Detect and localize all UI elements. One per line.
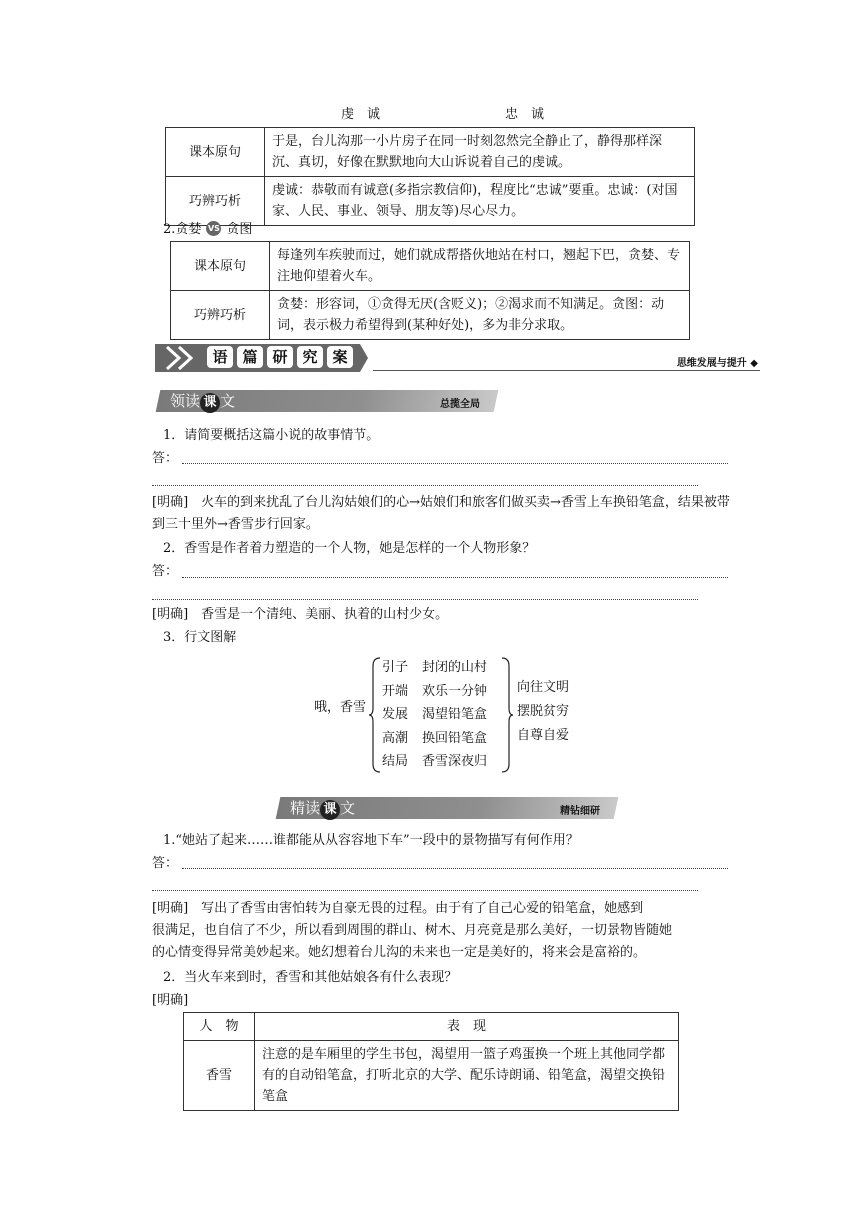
table-row (171, 242, 690, 291)
banner-char: 语 (207, 346, 233, 368)
stage-name: 结局 (382, 754, 409, 769)
banner-title (207, 346, 353, 368)
column-header: 表 现 (255, 1013, 679, 1041)
banner-tag-row (677, 354, 758, 369)
row-text: 虔诚：恭敬而有诚意(多指宗教信仰)，程度比“忠诚”要重。忠诚：(对国家、人民、事业、领导、朋友等)尽心尽力。 (265, 177, 695, 226)
question-4: 1.“她站了起来……谁都能从从容容地下车”一段中的景物描写有何作用？ (163, 833, 579, 848)
answer-label: 答： (152, 856, 179, 871)
stage-row (382, 656, 487, 680)
sub-title-post: 文 (340, 799, 356, 817)
answer-line (182, 868, 728, 869)
row-text: 贪婪：形容词，①贪得无厌(含贬义)；②渴求而不知满足。贪图：动词，表示极力希望得到(某种好处)，多为非分求取。 (270, 291, 690, 340)
theme-item: 自尊自爱 (517, 728, 570, 743)
table-qiancheng (165, 127, 695, 226)
item-number: 2. (163, 222, 176, 237)
stage-desc: 渴望铅笔盒 (422, 707, 488, 722)
table-header-row (184, 1013, 679, 1041)
diamond-icon: ◆ (750, 358, 758, 369)
question-1: 1．请简要概括这篇小说的故事情节。 (163, 428, 380, 443)
stage-desc: 换回铅笔盒 (422, 730, 488, 746)
mingque-line: [明确] 写出了香雪由害怕转为自豪无畏的过程。由于有了自己心爱的铅笔盒，她感到 (152, 901, 644, 916)
sub-title-pre: 精读 (290, 799, 321, 817)
question-5: 2．当火车来到时，香雪和其他姑娘各有什么表现？ (163, 970, 458, 985)
answer-line (182, 463, 728, 464)
stage-row (382, 727, 487, 751)
stage-row (382, 750, 487, 774)
banner-rule (373, 370, 760, 371)
mingque-4 (152, 898, 752, 964)
answer-line (182, 577, 728, 578)
stage-name: 高潮 (382, 730, 409, 746)
question-2: 2．香雪是作者着力塑造的一个人物，她是怎样的一个人物形象？ (163, 541, 536, 556)
sub-title-pre: 领读 (170, 392, 201, 410)
column-header: 人 物 (184, 1013, 255, 1041)
ke-circle-icon: 课 (200, 393, 220, 413)
banner-tag: 思维发展与提升 (676, 358, 747, 369)
word-right: 贪图 (226, 222, 253, 237)
row-text: 于是，台儿沟那一小片房子在同一时刻忽然完全静止了，静得那样深沉、真切，好像在默默地向大山诉说着自己的虔诚。 (265, 128, 695, 177)
stage-desc: 封闭的山村 (422, 660, 488, 675)
answer-line (152, 599, 698, 600)
answer-line (152, 890, 698, 891)
mingque-2: [明确] 香雪是一个清纯、美丽、执着的山村少女。 (152, 607, 449, 622)
answer-label: 答： (152, 564, 179, 579)
word-left: 虔 诚 (341, 107, 381, 122)
stage-desc: 香雪深夜归 (422, 754, 488, 769)
banner-char: 究 (297, 346, 323, 368)
row-text: 每逢列车疾驶而过，她们就成帮搭伙地站在村口，翘起下巴，贪婪、专注地仰望着火车。 (270, 242, 690, 291)
table-row (166, 128, 695, 177)
table-tanlan (170, 241, 690, 340)
stage-row (382, 680, 487, 704)
vs-icon: VS (206, 221, 221, 236)
sub-banner-title (290, 797, 355, 820)
brace-right-icon (500, 656, 514, 774)
stage-name: 引子 (382, 660, 409, 675)
answer-line (152, 485, 698, 486)
stage-name: 开端 (382, 683, 409, 699)
person-cell: 香雪 (184, 1041, 255, 1111)
banner-char: 研 (267, 346, 293, 368)
brace-left-icon (368, 656, 382, 774)
answer-label: 答： (152, 451, 179, 466)
theme-item: 摆脱贫穷 (517, 704, 570, 719)
stage-row (382, 703, 487, 727)
diagram-root: 哦，香雪 (314, 700, 367, 715)
row-label: 课本原句 (166, 128, 265, 177)
stage-desc: 欢乐一分钟 (422, 683, 488, 699)
performance-cell: 注意的是车厢里的学生书包，渴望用一篮子鸡蛋换一个班上其他同学都有的自动铅笔盒，打听北京的大学、配乐诗朗诵、铅笔盒，渴望交换铅笔盒 (255, 1041, 679, 1111)
item-2-heading (163, 219, 252, 241)
row-label: 课本原句 (171, 242, 270, 291)
banner-char: 案 (327, 346, 353, 368)
question-3: 3．行文图解 (163, 630, 237, 645)
word-right: 忠 诚 (505, 107, 545, 122)
banner-char: 篇 (237, 346, 263, 368)
row-label: 巧辨巧析 (166, 177, 265, 226)
mingque-5: [明确] (152, 993, 189, 1008)
sub-banner-tag: 精钻细研 (560, 806, 600, 817)
table-row (184, 1041, 679, 1111)
stage-name: 发展 (382, 707, 409, 722)
diagram-themes (517, 676, 569, 748)
table-performance (183, 1012, 679, 1111)
row-label: 巧辨巧析 (171, 291, 270, 340)
table-row (171, 291, 690, 340)
diagram-stages (382, 656, 487, 774)
ke-circle-icon: 课 (320, 800, 340, 820)
sub-banner-tag: 总揽全局 (440, 399, 480, 410)
sub-title-post: 文 (220, 392, 236, 410)
mingque-line: 的心情变得异常美妙起来。她幻想着台儿沟的未来也一定是美好的，将来会是富裕的。 (152, 945, 647, 960)
section-banner (155, 344, 760, 368)
theme-item: 向往文明 (517, 680, 570, 695)
word-left: 贪婪 (175, 222, 202, 237)
mingque-line: 很满足，也自信了不少，所以看到周围的群山、树木、月亮竟是那么美好，一切景物皆随她 (152, 923, 673, 938)
sub-banner-title (170, 390, 235, 413)
mingque-1: [明确] 火车的到来扰乱了台儿沟姑娘们的心→姑娘们和旅客们做买卖→香雪上车换铅笔盒，结果被带到三十里外→香雪步行回家。 (152, 495, 730, 532)
